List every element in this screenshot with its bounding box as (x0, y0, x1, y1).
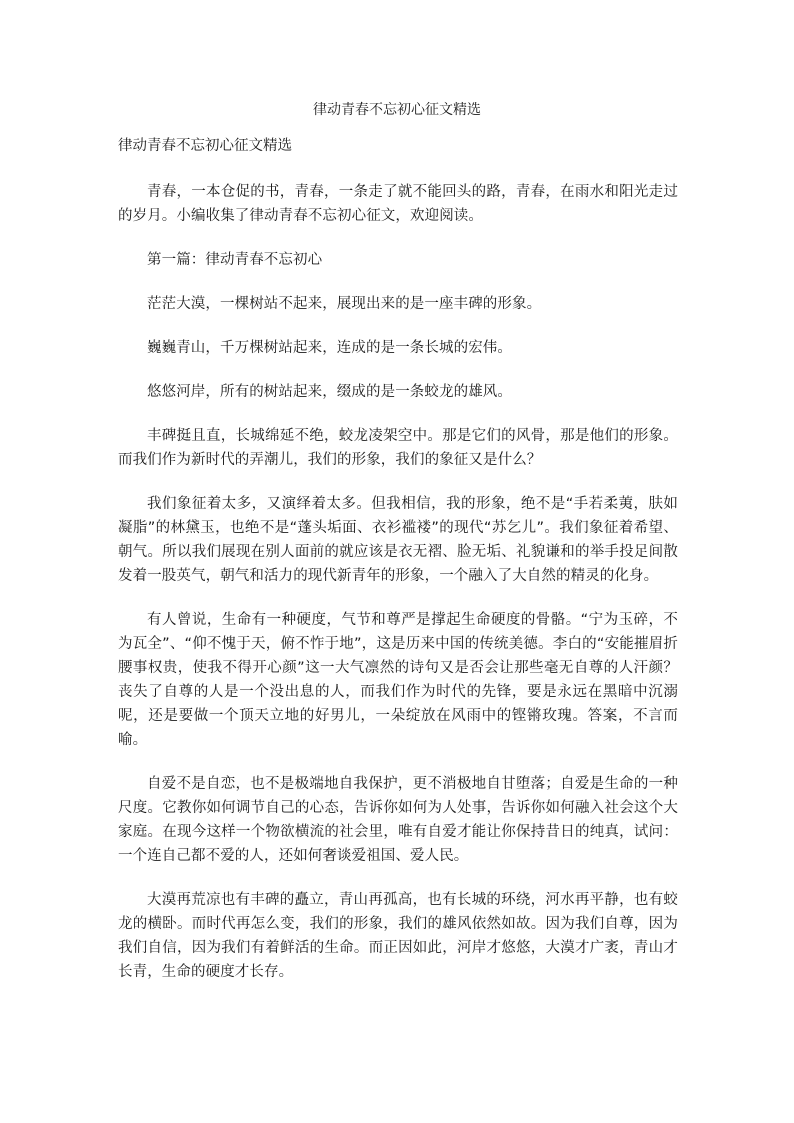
document-title: 律动青春不忘初心征文精选 (313, 102, 481, 118)
paragraph: 悠悠河岸，所有的树站起来，缀成的是一条蛟龙的雄风。 (147, 384, 512, 400)
paragraph: 丰碑挺且直，长城绵延不绝，蛟龙凌架空中。那是它们的风骨，那是他们的形象。而我们作为新时代的弄潮儿，我们的形象，我们的象征又是什么？ (118, 428, 678, 468)
paragraph-intro: 青春，一本仓促的书，青春，一条走了就不能回头的路，青春，在雨水和阳光走过的岁月。小编收集了律动青春不忘初心征文，欢迎阅读。 (118, 184, 678, 224)
paragraph: 巍巍青山，千万棵树站起来，连成的是一条长城的宏伟。 (147, 340, 512, 356)
document-body (118, 180, 678, 1004)
section-heading: 第一篇：律动青春不忘初心 (147, 252, 323, 268)
document-subtitle: 律动青春不忘初心征文精选 (118, 138, 292, 154)
paragraph: 茫茫大漠，一棵树站不起来，展现出来的是一座丰碑的形象。 (147, 296, 542, 312)
paragraph: 大漠再荒凉也有丰碑的矗立，青山再孤高，也有长城的环绕，河水再平静，也有蛟龙的横卧。而时代再怎么变，我们的形象，我们的雄风依然如故。因为我们自尊，因为我们自信，因为我们有着鲜活的生命。而正因如此，河岸才悠悠，大漠才广袤，青山才长青，生命的硬度才长存。 (118, 892, 678, 980)
paragraph: 自爱不是自恋，也不是极端地自我保护，更不消极地自甘堕落；自爱是生命的一种尺度。它教你如何调节自己的心态，告诉你如何为人处事，告诉你如何融入社会这个大家庭。在现今这样一个物欲横流的社会里，唯有自爱才能让你保持昔日的纯真，试问：一个连自己都不爱的人，还如何奢谈爱祖国、爱人民。 (118, 776, 678, 864)
paragraph: 我们象征着太多，又演绎着太多。但我相信，我的形象，绝不是“手若柔荑，肤如凝脂”的林黛玉，也绝不是“蓬头垢面、衣衫褴褛”的现代“苏乞儿”。我们象征着希望、朝气。所以我们展现在别人面前的就应该是衣无褶、脸无垢、礼貌谦和的举手投足间散发着一股英气，朝气和活力的现代新青年的形象，一个融入了大自然的精灵的化身。 (118, 496, 678, 584)
paragraph: 有人曾说，生命有一种硬度，气节和尊严是撑起生命硬度的骨骼。“宁为玉碎，不为瓦全”、“仰不愧于天，俯不怍于地”，这是历来中国的传统美德。李白的“安能摧眉折腰事权贵，使我不得开心颜”这一大气凛然的诗句又是否会让那些毫无自尊的人汗颜？丧失了自尊的人是一个没出息的人，而我们作为时代的先锋，要是永远在黑暗中沉溺呢，还是要做一个顶天立地的好男儿，一朵绽放在风雨中的铿锵玫瑰。答案，不言而喻。 (118, 612, 678, 748)
